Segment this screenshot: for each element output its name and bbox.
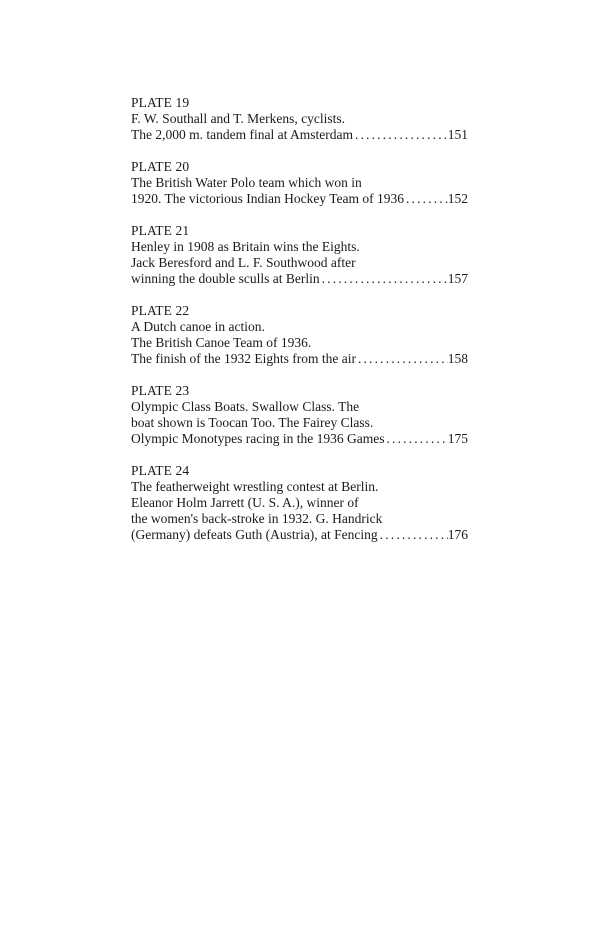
plate-heading: PLATE 24 xyxy=(131,463,190,478)
page-number: 175 xyxy=(447,431,468,446)
caption-line-with-page xyxy=(131,127,468,143)
dot-leader xyxy=(320,271,448,287)
caption-text: 1920. The victorious Indian Hockey Team of 1936 xyxy=(131,191,404,206)
dot-leader xyxy=(404,191,448,207)
plate-heading: PLATE 21 xyxy=(131,223,190,238)
plate-heading: PLATE 20 xyxy=(131,159,190,174)
dot-leader xyxy=(353,127,448,143)
plate-entry-20 xyxy=(131,159,468,207)
page-number: 157 xyxy=(447,271,468,286)
caption-line-with-page xyxy=(131,431,468,447)
dot-leader xyxy=(378,527,448,543)
caption-line: F. W. Southall and T. Merkens, cyclists. xyxy=(131,111,346,126)
caption-line: Henley in 1908 as Britain wins the Eights. xyxy=(131,239,360,254)
caption-line: Olympic Class Boats. Swallow Class. The xyxy=(131,399,360,414)
plate-entry-23 xyxy=(131,383,468,447)
plate-heading: PLATE 19 xyxy=(131,95,190,110)
plate-heading: PLATE 22 xyxy=(131,303,190,318)
caption-line: the women's back-stroke in 1932. G. Handrick xyxy=(131,511,383,526)
caption-line-with-page xyxy=(131,191,468,207)
caption-text: (Germany) defeats Guth (Austria), at Fencing xyxy=(131,527,378,542)
caption-line-with-page xyxy=(131,271,468,287)
caption-line: Eleanor Holm Jarrett (U. S. A.), winner of xyxy=(131,495,359,510)
caption-line-with-page xyxy=(131,351,468,367)
page-number: 176 xyxy=(447,527,468,542)
plate-entry-24 xyxy=(131,463,468,543)
dot-leader xyxy=(356,351,448,367)
page-number: 151 xyxy=(447,127,468,142)
caption-text: winning the double sculls at Berlin xyxy=(131,271,320,286)
caption-text: The 2,000 m. tandem final at Amsterdam xyxy=(131,127,353,142)
caption-line: The British Canoe Team of 1936. xyxy=(131,335,312,350)
caption-line: A Dutch canoe in action. xyxy=(131,319,265,334)
plate-entry-22 xyxy=(131,303,468,367)
plate-heading: PLATE 23 xyxy=(131,383,190,398)
caption-line-with-page xyxy=(131,527,468,543)
caption-line: boat shown is Toocan Too. The Fairey Class. xyxy=(131,415,374,430)
page-number: 152 xyxy=(447,191,468,206)
plate-entry-19 xyxy=(131,95,468,143)
caption-line: Jack Beresford and L. F. Southwood after xyxy=(131,255,356,270)
caption-line: The featherweight wrestling contest at Berlin. xyxy=(131,479,379,494)
plate-entry-21 xyxy=(131,223,468,287)
caption-line: The British Water Polo team which won in xyxy=(131,175,362,190)
caption-text: The finish of the 1932 Eights from the air xyxy=(131,351,356,366)
list-of-plates xyxy=(131,95,468,559)
dot-leader xyxy=(384,431,447,447)
caption-text: Olympic Monotypes racing in the 1936 Games xyxy=(131,431,385,446)
page-number: 158 xyxy=(447,351,468,366)
